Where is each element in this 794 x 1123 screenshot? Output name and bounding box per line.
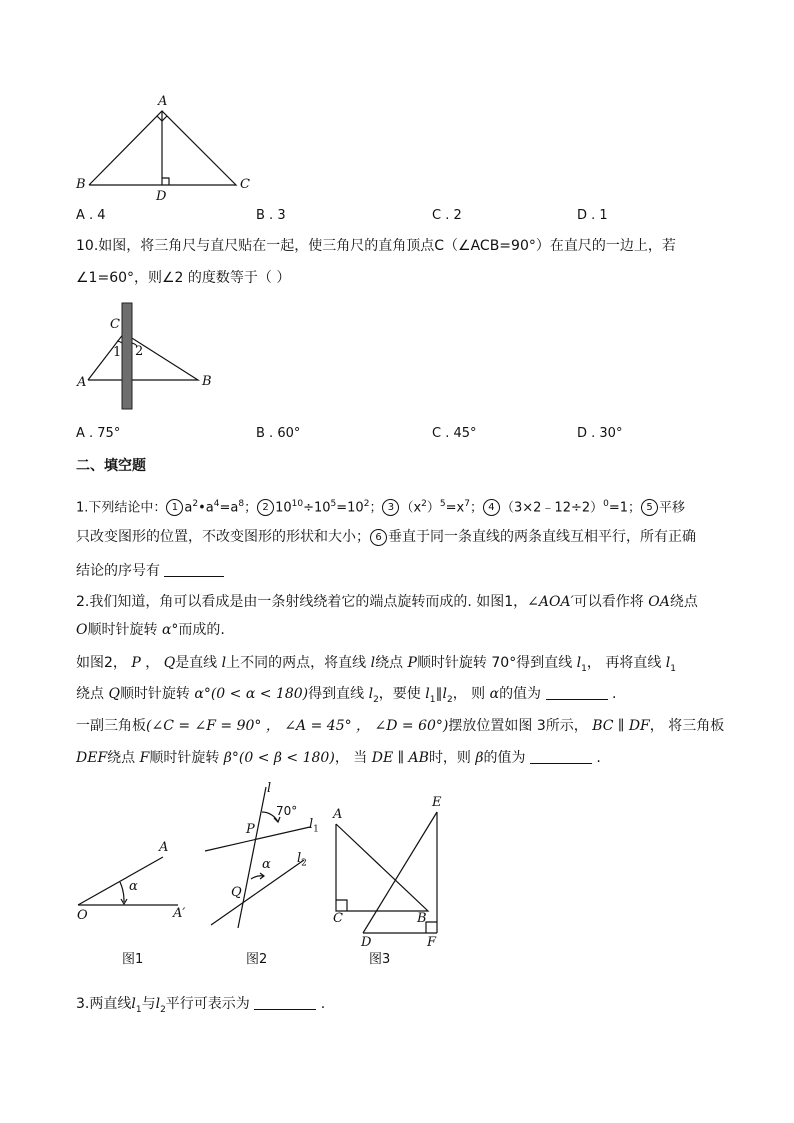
- q10-option-b: B . 60°: [256, 426, 301, 441]
- fig3-label-f: F: [427, 935, 437, 950]
- q9-label-d: D: [156, 189, 167, 204]
- section-heading: 二、填空题: [76, 458, 146, 474]
- q10-stem-line1: 10.如图，将三角尺与直尺贴在一起，使三角尺的直角顶点C（∠ACB=90°）在直尺的一边上，若: [76, 238, 676, 254]
- fig1-label-o: O: [77, 908, 88, 923]
- fig2-label-alpha: α: [262, 857, 271, 872]
- fig1-label-a-prime: A′: [173, 906, 186, 921]
- fig1-label-a: A: [159, 840, 169, 855]
- fill1-line3: 结论的序号有: [76, 561, 224, 581]
- fill1-line2: 只改变图形的位置，不改变图形的形状和大小； 6 垂直于同一条直线的两条直线互相平行，所有正确: [76, 529, 696, 545]
- q9-option-c: C . 2: [432, 208, 462, 223]
- fig2-label-l: l: [267, 781, 272, 796]
- q9-label-b: B: [76, 177, 86, 192]
- q10-label-b: B: [202, 374, 212, 389]
- fig3-label-c: C: [333, 911, 343, 926]
- fig3-label-d: D: [361, 935, 372, 950]
- fig2-label-p: P: [246, 822, 255, 837]
- q9-option-d: D . 1: [577, 208, 608, 223]
- fill1-line1: 1.下列结论中： 1 $a^2•a^4=a^8$； 2 $10^{10}\div 10^5=10^2$； 3 $(x^2)^5=x^7$； 4 （3×2﹣12÷2）$^0$=1； 5 平移: [76, 499, 686, 516]
- q10-label-c: C: [110, 317, 120, 332]
- fig3-caption: 图3: [369, 952, 391, 967]
- fig2-label-l2: $l_2$: [297, 851, 307, 869]
- fill2-line3: 如图2， P ， Q是直线 l上不同的两点，将直线 l绕点 P顺时针旋转 70°得到直线 $l_1$， 再将直线 $l_1$: [76, 655, 676, 674]
- q10-label-a: A: [77, 375, 87, 390]
- fig2-label-q: Q: [231, 885, 242, 900]
- q10-option-a: A . 75°: [76, 426, 121, 441]
- fig2-label-l1: $l_1$: [309, 817, 319, 835]
- q10-label-1: 1: [113, 345, 122, 360]
- q9-label-a: A: [158, 94, 168, 109]
- q9-option-a: A . 4: [76, 208, 106, 223]
- fill2-line5: 一副三角板(∠C = ∠F = 90° ， ∠A = 45° ， ∠D = 60°)摆放位置如图 3所示， BC ∥ DF， 将三角板: [76, 718, 725, 734]
- q10-label-2: 2: [135, 344, 144, 359]
- fill2-line1: 2.我们知道，角可以看成是由一条射线绕着它的端点旋转而成的. 如图1，∠AOA′可以看作将 OA绕点: [76, 594, 698, 610]
- fill3-answer-blank[interactable]: [254, 995, 316, 1010]
- fill2-line6: DEF绕点 F顺时针旋转 β°(0 < β < 180)， 当 DE ∥ AB时，则 β的值为 .: [76, 750, 601, 766]
- fill2-line2: O顺时针旋转 α°而成的.: [76, 622, 225, 638]
- q10-stem-line2: ∠1=60°，则∠2 的度数等于（ ）: [76, 270, 291, 286]
- q9-label-c: C: [240, 177, 250, 192]
- fig2-caption: 图2: [246, 952, 268, 967]
- q9-option-b: B . 3: [256, 208, 286, 223]
- fill3-line: 3.两直线$l_1$与$l_2$平行可表示为 .: [76, 996, 326, 1015]
- fig3-label-a: A: [333, 807, 343, 822]
- fill2-line4: 绕点 Q顺时针旋转 α°(0 < α < 180)得到直线 $l_2$，要使 $l_1\parallel l_2$， 则 α的值为 .: [76, 686, 617, 705]
- fig3-label-b: B: [417, 911, 427, 926]
- fig2-label-70deg: 70°: [276, 804, 298, 818]
- q10-option-c: C . 45°: [432, 426, 477, 441]
- fig1-caption: 图1: [122, 952, 144, 967]
- q10-option-d: D . 30°: [577, 426, 623, 441]
- fig3-label-e: E: [432, 795, 442, 810]
- fig1-label-alpha: α: [129, 879, 138, 894]
